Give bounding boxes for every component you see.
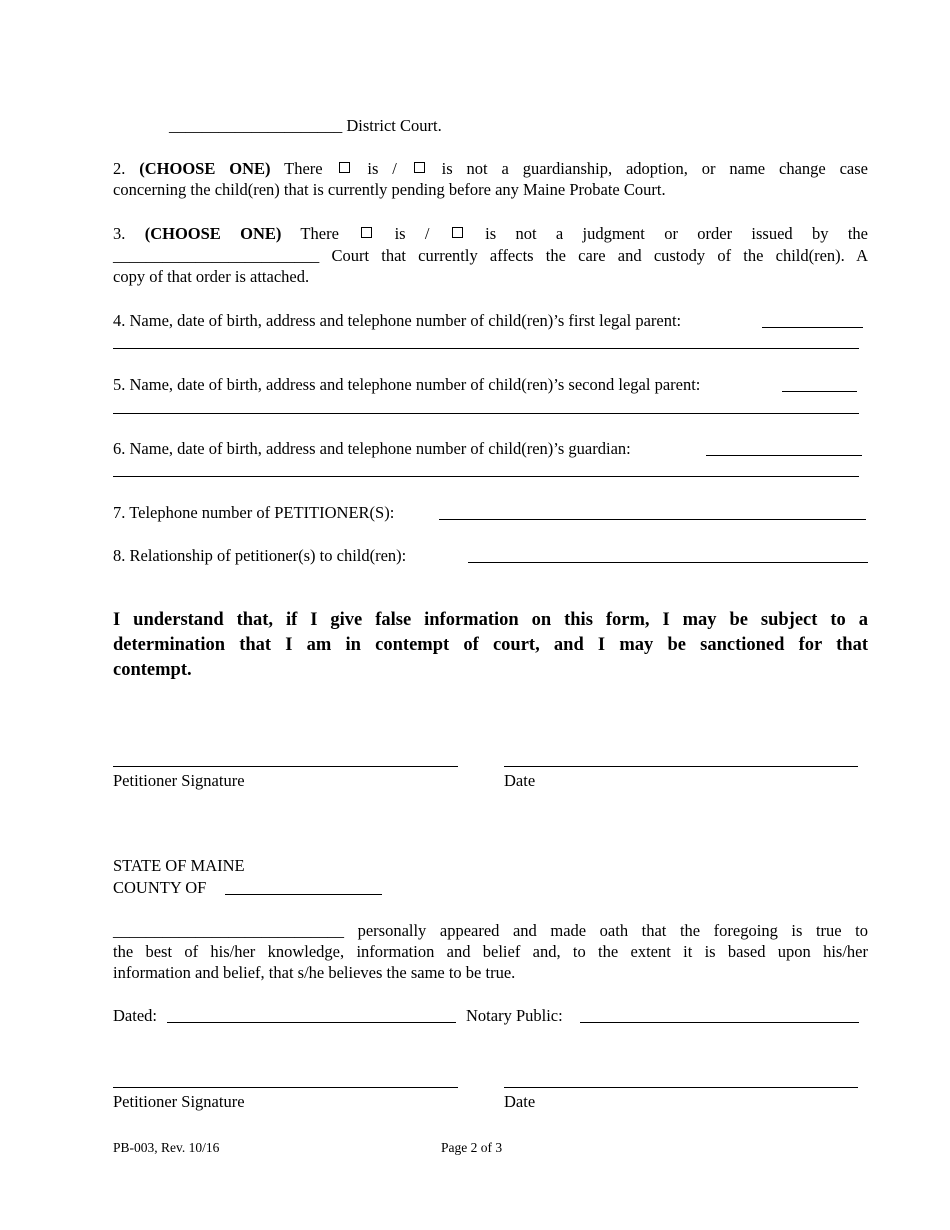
item-3-is-checkbox[interactable] bbox=[361, 227, 372, 238]
item-3-choose-one: (CHOOSE ONE) bbox=[144, 224, 282, 243]
item-3-slash: / bbox=[424, 224, 430, 243]
district-court-blank[interactable]: _____________________ bbox=[169, 116, 343, 135]
oath-line-3: information and belief, that s/he believes the same to be true. bbox=[113, 963, 516, 982]
date-label-2: Date bbox=[504, 1092, 536, 1111]
warning-line-3: contempt. bbox=[113, 660, 192, 680]
warning-line-2: determination that I am in contempt of court, and I may be sanctioned for that bbox=[113, 635, 868, 655]
item-4-blank-1[interactable] bbox=[762, 327, 863, 328]
item-2-is-label: is bbox=[367, 159, 379, 178]
item-3-is-not-label: is not a judgment or order issued by the bbox=[485, 224, 868, 243]
item-2-slash: / bbox=[392, 159, 397, 178]
item-2-line-1 bbox=[113, 158, 868, 179]
oath-line-1 bbox=[113, 920, 868, 941]
date-line-2[interactable] bbox=[504, 1087, 858, 1088]
item-7-label: 7. Telephone number of PETITIONER(S): bbox=[113, 503, 395, 522]
date-line-1[interactable] bbox=[504, 766, 858, 767]
petitioner-signature-line-2[interactable] bbox=[113, 1087, 458, 1088]
state-of-maine: STATE OF MAINE bbox=[113, 856, 245, 875]
oath-line-1-text: personally appeared and made oath that the foregoing is true to bbox=[357, 921, 869, 940]
date-label-1: Date bbox=[504, 771, 536, 790]
item-3-line-3: copy of that order is attached. bbox=[113, 267, 310, 286]
notary-public-blank[interactable] bbox=[580, 1022, 859, 1023]
oath-name-blank[interactable]: ____________________________ bbox=[113, 921, 344, 940]
district-court-line bbox=[169, 115, 442, 136]
petitioner-signature-label-1: Petitioner Signature bbox=[113, 771, 245, 790]
item-2-there: There bbox=[284, 159, 323, 178]
dated-blank[interactable] bbox=[167, 1022, 456, 1023]
item-6-blank-1[interactable] bbox=[706, 455, 862, 456]
item-2-choose-one: (CHOOSE ONE) bbox=[139, 159, 271, 178]
item-8-label: 8. Relationship of petitioner(s) to child(ren): bbox=[113, 546, 407, 565]
item-3-number: 3. bbox=[113, 224, 126, 243]
warning-line-1: I understand that, if I give false information on this form, I may be subject to a bbox=[113, 610, 868, 630]
county-of-label: COUNTY OF bbox=[113, 878, 207, 897]
item-7-blank[interactable] bbox=[439, 519, 866, 520]
item-3-is-label: is bbox=[394, 224, 406, 243]
item-3-court-blank[interactable]: _________________________ bbox=[113, 246, 320, 265]
footer-form-number: PB-003, Rev. 10/16 bbox=[113, 1140, 220, 1155]
oath-line-2: the best of his/her knowledge, information and belief and, to the extent it is based upon his/her bbox=[113, 942, 868, 961]
item-3-line-2 bbox=[113, 245, 868, 266]
item-2-is-checkbox[interactable] bbox=[339, 162, 350, 173]
item-5-label: 5. Name, date of birth, address and telephone number of child(ren)’s second legal parent: bbox=[113, 375, 701, 394]
item-2-line-2: concerning the child(ren) that is currently pending before any Maine Probate Court. bbox=[113, 180, 666, 199]
item-2-number: 2. bbox=[113, 159, 126, 178]
item-3-is-not-checkbox[interactable] bbox=[452, 227, 463, 238]
item-3-line-1 bbox=[113, 223, 868, 244]
item-5-blank-2[interactable] bbox=[113, 413, 859, 414]
district-court-text: District Court. bbox=[346, 116, 442, 135]
item-2-is-not-label: is not a guardianship, adoption, or name change case bbox=[441, 159, 868, 178]
item-8-blank[interactable] bbox=[468, 562, 868, 563]
item-4-label: 4. Name, date of birth, address and telephone number of child(ren)’s first legal parent: bbox=[113, 311, 682, 330]
petitioner-signature-label-2: Petitioner Signature bbox=[113, 1092, 245, 1111]
item-3-court-text: Court that currently affects the care and custody of the child(ren). A bbox=[331, 246, 869, 265]
item-4-blank-2[interactable] bbox=[113, 348, 859, 349]
item-3-there: There bbox=[300, 224, 339, 243]
item-6-label: 6. Name, date of birth, address and telephone number of child(ren)’s guardian: bbox=[113, 439, 631, 458]
dated-label: Dated: bbox=[113, 1006, 157, 1025]
county-of-blank[interactable] bbox=[225, 894, 382, 895]
item-6-blank-2[interactable] bbox=[113, 476, 859, 477]
footer-page-number: Page 2 of 3 bbox=[441, 1140, 503, 1155]
item-2-is-not-checkbox[interactable] bbox=[414, 162, 425, 173]
item-5-blank-1[interactable] bbox=[782, 391, 857, 392]
notary-public-label: Notary Public: bbox=[466, 1006, 563, 1025]
petitioner-signature-line-1[interactable] bbox=[113, 766, 458, 767]
